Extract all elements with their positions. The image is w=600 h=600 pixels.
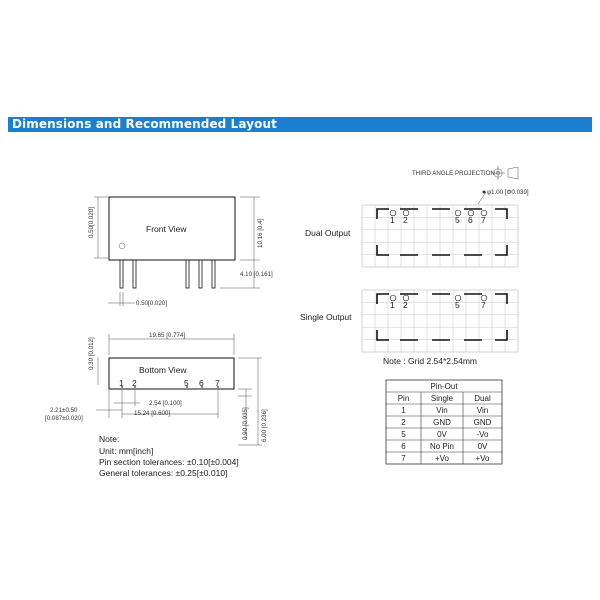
section-title: Dimensions and Recommended Layout <box>12 117 277 131</box>
pinout-table <box>386 380 502 464</box>
pinout-cell-4-0: 7 <box>401 454 406 463</box>
front-dim-left: 0.50[0.020] <box>88 207 95 238</box>
hole-dim-label: φ1.00 [Φ0.039] <box>487 189 529 196</box>
bottom-dim-right-big: 6.00 [0.236] <box>261 409 268 442</box>
grid-note: Note : Grid 2.54*2.54mm <box>383 356 478 366</box>
bottom-dim-pitch: 2.54 [0.100] <box>149 400 182 407</box>
bottom-view-title: Bottom View <box>139 365 187 375</box>
notes-block <box>99 434 239 478</box>
front-pin-5 <box>186 260 189 288</box>
hole-leader-dot-icon <box>483 191 486 194</box>
front-pin-7 <box>212 260 215 288</box>
single-pin-7-label: 7 <box>481 300 486 310</box>
pinout-header-2: Dual <box>474 394 491 403</box>
projection-cone-icon <box>508 167 518 179</box>
front-view <box>88 197 273 307</box>
dual-pin-7-label: 7 <box>481 215 486 225</box>
front-pin-1 <box>120 260 123 288</box>
bottom-view <box>45 332 268 445</box>
bottom-pin-1-label: 1 <box>119 378 124 388</box>
pinout-cell-0-0: 1 <box>401 406 406 415</box>
front-dim-pin-length: 4.10 [0.161] <box>240 271 273 278</box>
pinout-cell-2-1: 0V <box>437 430 447 439</box>
front-pin-2 <box>133 260 136 288</box>
pinout-cell-1-1: GND <box>433 418 451 427</box>
single-pin-5-label: 5 <box>455 300 460 310</box>
pinout-cell-4-2: +Vo <box>475 454 490 463</box>
note-line-2: Pin section tolerances: ±0.10[±0.004] <box>99 457 239 467</box>
bottom-dim-left-vert: 0.30 [0.012] <box>88 337 95 370</box>
dual-pin-2-label: 2 <box>403 215 408 225</box>
pinout-cell-4-1: +Vo <box>434 454 450 463</box>
dual-output-grid <box>362 205 518 267</box>
pinout-header-0: Pin <box>397 394 410 403</box>
single-pin-2-label: 2 <box>403 300 408 310</box>
note-line-3: General tolerances: ±0.25[±0.010] <box>99 468 228 478</box>
pinout-header-1: Single <box>430 394 454 403</box>
projection-label: THIRD ANGLE PROJECTION <box>412 170 495 177</box>
pinout-title: Pin-Out <box>430 382 458 391</box>
note-line-0: Note: <box>99 434 120 444</box>
pinout-cell-3-1: No Pin <box>429 442 455 451</box>
dual-pin-6-label: 6 <box>468 215 473 225</box>
bottom-dim-right-small: 0.90 [0.035] <box>242 407 249 440</box>
front-dim-pin-width: 0.50[0.020] <box>136 300 167 307</box>
front-view-title: Front View <box>146 224 187 234</box>
bottom-dim-span: 15.24 [0.600] <box>134 410 171 417</box>
dual-pin-5-label: 5 <box>455 215 460 225</box>
bottom-pin-2-label: 2 <box>132 378 137 388</box>
pinout-cell-0-2: Vin <box>476 406 489 415</box>
pinout-cell-1-2: GND <box>473 418 492 427</box>
bottom-dim-offset-2: [0.087±0.020] <box>45 415 83 422</box>
bottom-pin-7-label: 7 <box>215 378 220 388</box>
single-output-label: Single Output <box>300 312 352 322</box>
front-pin-6 <box>199 260 202 288</box>
pinout-cell-3-2: 0V <box>477 442 488 451</box>
projection-symbol <box>412 166 518 180</box>
pinout-cell-2-0: 5 <box>401 430 406 439</box>
pinout-cell-2-2: -Vo <box>476 430 489 439</box>
front-dim-height: 10.16 [0.4] <box>257 218 264 248</box>
bottom-dim-length: 19.65 [0.774] <box>149 332 186 339</box>
pinout-cell-3-0: 6 <box>401 442 406 451</box>
pinout-cell-0-1: Vin <box>436 406 448 415</box>
dual-output-label: Dual Output <box>305 228 351 238</box>
single-output-grid <box>362 290 518 352</box>
note-line-1: Unit: mm[inch] <box>99 446 154 456</box>
bottom-pin-6-label: 6 <box>199 378 204 388</box>
dual-pin-1-label: 1 <box>390 215 395 225</box>
pinout-cell-1-0: 2 <box>401 418 406 427</box>
single-pin-1-label: 1 <box>390 300 395 310</box>
bottom-dim-offset-1: 2.21±0.50 <box>50 407 78 414</box>
bottom-pin-5-label: 5 <box>184 378 189 388</box>
